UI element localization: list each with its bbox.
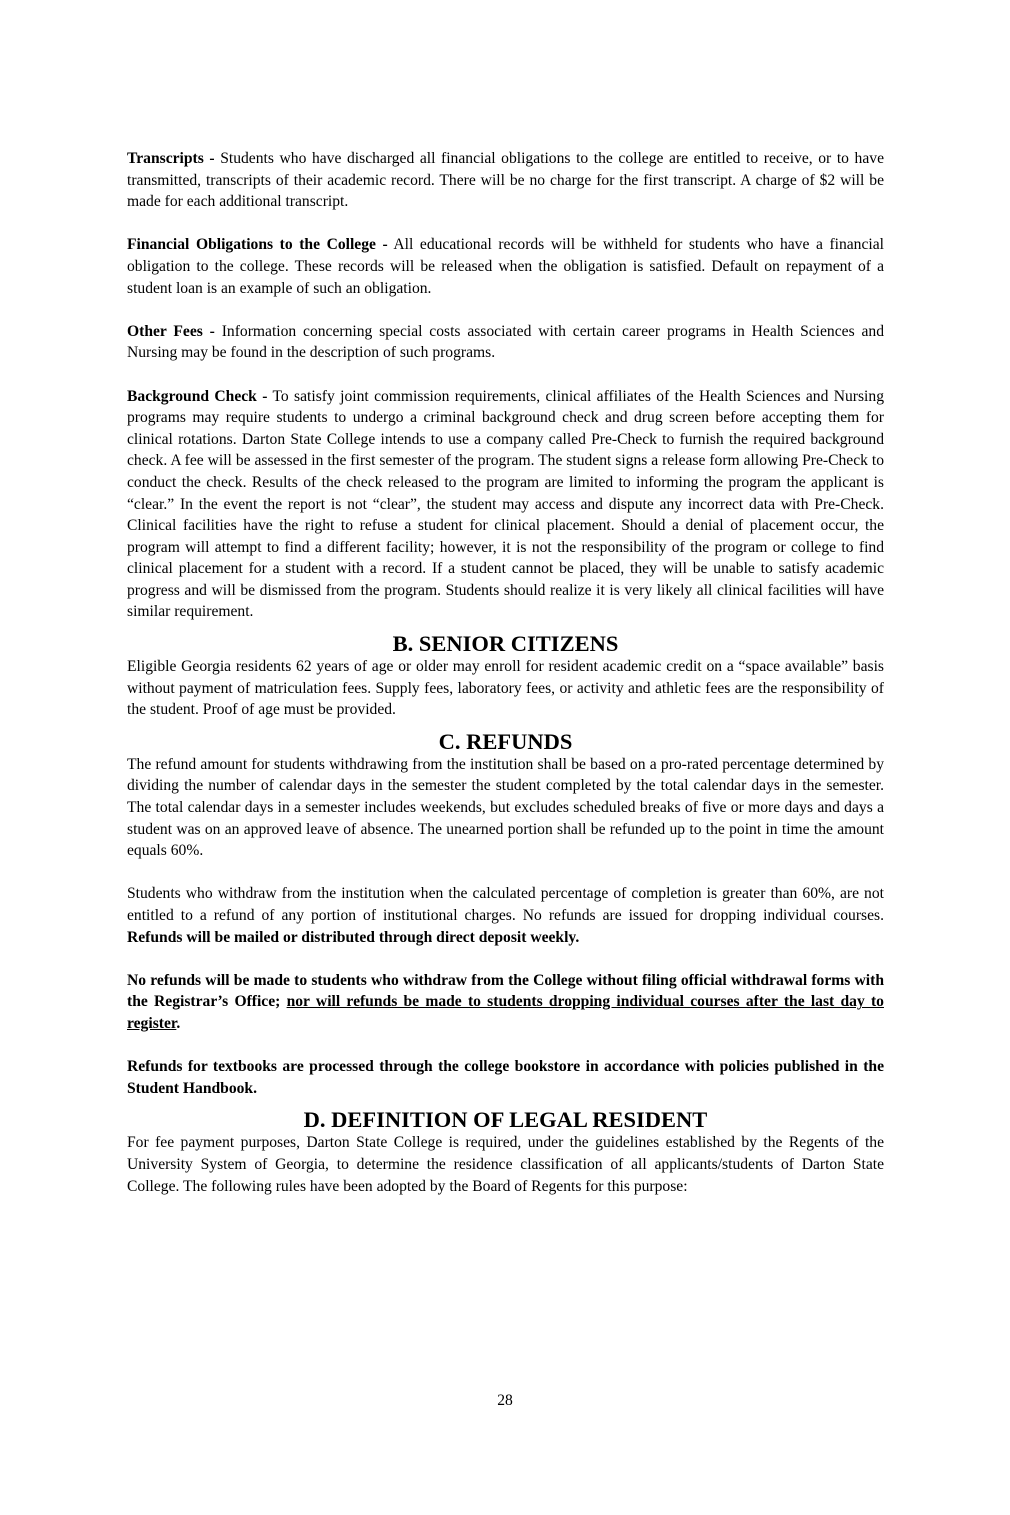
refunds-paragraph-2-bold: Refunds will be mailed or distributed through direct deposit weekly. [127, 928, 580, 946]
senior-citizens-paragraph: Eligible Georgia residents 62 years of age or older may enroll for resident academic credit on a “space available” basis without payment of matriculation fees. Supply fees, laboratory fees, or activity and athletic fees are the responsibility of the student. Proof of age must be provided. [127, 658, 884, 719]
refunds-paragraph-2 [127, 883, 884, 948]
financial-obligations-paragraph [127, 234, 884, 299]
refunds-paragraph-3-underlined: nor will refunds be made to students dropping individual courses after the last day to register [127, 993, 884, 1032]
financial-obligations-text: All educational records will be withheld for students who have a financial obligation to the college. These records will be released when the obligation is satisfied. Default on repayment of a student loan is an example of such an obligation. [127, 236, 884, 297]
transcripts-text: Students who have discharged all financial obligations to the college are entitled to receive, or to have transmitted, transcripts of their academic record. There will be no charge for the first transcript. A charge of $2 will be made for each additional transcript. [127, 150, 884, 211]
financial-obligations-lead: Financial Obligations to the College - [127, 236, 388, 254]
refunds-paragraph-4: Refunds for textbooks are processed through the college bookstore in accordance with policies published in the Student Handbook. [127, 1058, 884, 1097]
legal-resident-paragraph: For fee payment purposes, Darton State College is required, under the guidelines established by the Regents of the University System of Georgia, to determine the residence classification of all applicants/students of Darton State College. The following rules have been adopted by the Board of Regents for this purpose: [127, 1134, 884, 1195]
refunds-paragraph-3-end: . [176, 1014, 181, 1032]
legal-resident-heading: D. DEFINITION OF LEGAL RESIDENT [303, 1107, 708, 1133]
document-page [127, 148, 884, 1197]
transcripts-paragraph [127, 148, 884, 213]
refunds-paragraph-3-bold: No refunds will be made to students who withdraw from the College without filing official withdrawal forms with the Registrar’s Office; [127, 971, 884, 1011]
transcripts-lead: Transcripts - [127, 150, 215, 167]
background-check-paragraph [127, 386, 884, 624]
senior-citizens-heading: B. SENIOR CITIZENS [392, 631, 619, 657]
background-check-text: To satisfy joint commission requirements, clinical affiliates of the Health Sciences and Nursing programs may require students to undergo a criminal background check and drug screen before accepting them for clinical rotations. Darton State College intends to use a company called Pre-Check to furnish the required background check. A fee will be assessed in the first semester of the program. The student signs a release form allowing Pre-Check to conduct the check. Results of the check released to the program are limited to informing the program the applicant is “clear.” In the event the report is not “clear”, the student may access and dispute any incorrect data with Pre-Check. Clinical facilities have the right to refuse a student for clinical placement. Should a denial of placement occur, the program will attempt to find a different facility; however, it is not the responsibility of the program or college to find clinical placement for a student with a record. If a student cannot be placed, they will be unable to satisfy academic progress and will be dismissed from the program. Students should realize it is very likely all clinical facilities will have similar requirement. [127, 387, 884, 621]
other-fees-paragraph [127, 321, 884, 364]
page-number: 28 [497, 1392, 513, 1409]
refunds-paragraph-1: The refund amount for students withdrawing from the institution shall be based on a pro-rated percentage determined by dividing the number of calendar days in the semester the student completed by the total calendar days in the semester. The total calendar days in a semester includes weekends, but excludes scheduled breaks of five or more days and days a student was on an approved leave of absence. The unearned portion shall be refunded up to the point in time the amount equals 60%. [127, 755, 884, 860]
refunds-heading: C. REFUNDS [438, 728, 573, 754]
refunds-paragraph-3 [127, 970, 884, 1035]
background-check-lead: Background Check - [127, 387, 268, 405]
other-fees-text: Information concerning special costs associated with certain career programs in Health Sciences and Nursing may be found in the description of such programs. [127, 322, 884, 362]
refunds-paragraph-2-text: Students who withdraw from the institution when the calculated percentage of completion is greater than 60%, are not entitled to a refund of any portion of institutional charges. No refunds are issued for dropping individual courses. [127, 885, 884, 924]
other-fees-lead: Other Fees - [127, 322, 215, 340]
